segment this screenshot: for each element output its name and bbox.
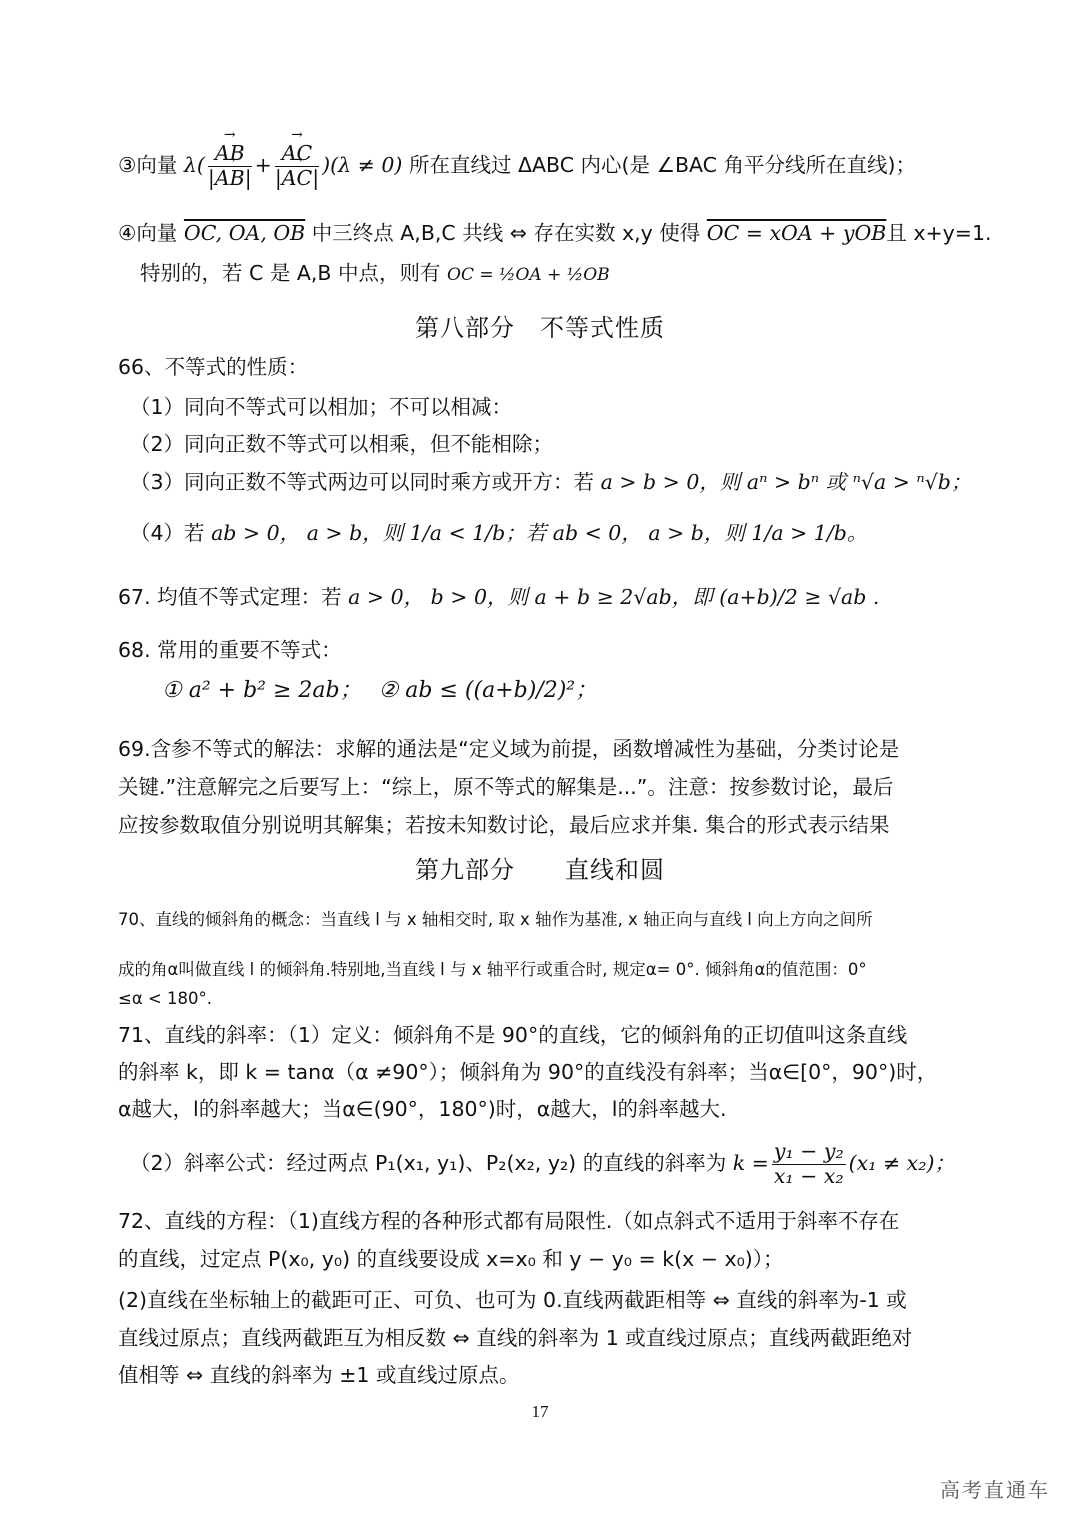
- item-3-line: ③向量 λ( → $\frac{AB}{|\to AB|}$ + → $\frac{AC}{|\to AC|}$ )(λ ≠ 0) 所在直线过 ΔABC 内心(是 ∠BAC 角平分线所在直线)；: [118, 142, 970, 190]
- s71-slope-num: y₁ − y₂: [773, 1138, 844, 1163]
- s68-formulas: [162, 676, 970, 706]
- section-heading-8: 第八部分 不等式性质: [415, 314, 665, 342]
- s66-p4: [130, 518, 970, 548]
- s66-p3-text: （3）同向正数不等式两边可以同时乘方或开方：若: [130, 470, 595, 494]
- s72-line-2: 的直线，过定点 P(x₀, y₀) 的直线要设成 x=x₀ 和 y − y₀ = k(x − x₀)）；: [118, 1247, 784, 1271]
- s66-p4-text: （4）若: [130, 521, 205, 545]
- vector-ac-norm: → AC: [282, 167, 313, 191]
- s70-line-3: ≤α < 180°.: [118, 989, 213, 1008]
- s66-p1: （1）同向不等式可以相加；不可以相减：: [130, 395, 513, 419]
- s72-line-3: (2)直线在坐标轴上的截距可正、可负、也可为 0.直线两截距相等 ⇔ 直线的斜率为-1 或: [118, 1288, 907, 1312]
- s72-line-5: 值相等 ⇔ 直线的斜率为 ±1 或直线过原点。: [118, 1363, 520, 1387]
- s71-p2: [130, 1138, 970, 1188]
- s67-math: a > 0， b > 0，则 a + b ≥ 2√ab，即 (a+b)/2 ≥ √ab .: [348, 585, 880, 609]
- s72-line-1: 72、直线的方程：（1)直线方程的各种形式都有局限性.（如点斜式不适用于斜率不存在: [118, 1209, 900, 1233]
- s66-p4-math: ab > 0， a > b，则 1/a < 1/b；若 ab < 0， a > b，则 1/a > 1/b。: [211, 521, 868, 545]
- item-3-cond: (λ ≠ 0): [330, 153, 403, 178]
- s67-line: [118, 582, 970, 612]
- s70-line-2: 成的角α叫做直线 l 的倾斜角.特别地,当直线 l 与 x 轴平行或重合时, 规定α= 0°. 倾斜角α的值范围：0°: [118, 960, 867, 979]
- s71-slope-den: x₁ − x₂: [773, 1163, 844, 1188]
- s66-p2: （2）同向正数不等式可以相乘，但不能相除；: [130, 432, 554, 456]
- item-4-lead: 向量: [136, 221, 178, 245]
- s68-title: 68. 常用的重要不等式：: [118, 638, 342, 662]
- item-4-line: [118, 218, 992, 248]
- page-number: 17: [531, 1402, 549, 1421]
- s71-p2-k: k =: [732, 1151, 769, 1175]
- watermark: 高考直通车: [940, 1478, 1050, 1502]
- item-4-midpoint-eq: OC = ½OA + ½OB: [447, 265, 610, 285]
- vector-ac: → AC: [282, 142, 313, 166]
- item-4-eq: OC = xOA + yOB: [706, 221, 887, 245]
- item-4-text: 中三终点 A,B,C 共线 ⇔ 存在实数 x,y 使得: [311, 221, 701, 245]
- item-4-vectors: OC, OA, OB: [183, 221, 306, 245]
- s69-line-3: 应按参数取值分别说明其解集；若按未知数讨论，最后应求并集. 集合的形式表示结果: [118, 813, 890, 837]
- item-4-special: 特别的，若 C 是 A,B 中点，则有: [140, 261, 441, 285]
- s69-line-1: 69.含参不等式的解法：求解的通法是“定义域为前提，函数增减性为基础，分类讨论是: [118, 737, 900, 761]
- s66-p3: [130, 467, 970, 497]
- item-4-tail: 且 x+y=1.: [886, 221, 992, 245]
- s66-p3-math: a > b > 0，则 aⁿ > bⁿ 或 ⁿ√a > ⁿ√b；: [600, 470, 972, 494]
- s71-line-2: 的斜率 k，即 k = tanα（α ≠90°）；倾斜角为 90°的直线没有斜率；当α∈[0°，90°)时，: [118, 1060, 938, 1084]
- item-4-circled: ④: [118, 221, 137, 245]
- s71-line-1: 71、直线的斜率：（1）定义：倾斜角不是 90°的直线，它的倾斜角的正切值叫这条直线: [118, 1023, 908, 1047]
- item-3-circled: ③: [118, 153, 137, 178]
- section-heading-9: 第九部分 直线和圆: [415, 856, 665, 884]
- item-3-text: 所在直线过 ΔABC 内心(是 ∠BAC 角平分线所在直线)；: [408, 153, 916, 178]
- s68-formula-2: ② ab ≤ ((a+b)/2)²；: [378, 678, 598, 703]
- item-3-lead: 向量: [136, 153, 178, 178]
- s71-line-3: α越大，l的斜率越大；当α∈(90°，180°)时，α越大，l的斜率越大.: [118, 1097, 727, 1121]
- s70-line-1: 70、直线的倾斜角的概念：当直线 l 与 x 轴相交时, 取 x 轴作为基准, x 轴正向与直线 l 向上方向之间所: [118, 910, 873, 929]
- item-3-frac-ac: → $\frac{AC}{|\to AC|}$: [275, 142, 319, 190]
- s71-slope-fraction: [772, 1140, 846, 1188]
- vector-ab: → AB: [215, 142, 245, 166]
- item-3-frac-ab: → $\frac{AB}{|\to AB|}$: [208, 142, 252, 190]
- s71-p2-text: （2）斜率公式：经过两点 P₁(x₁, y₁)、P₂(x₂, y₂) 的直线的斜率为: [130, 1151, 727, 1175]
- s72-line-4: 直线过原点；直线两截距互为相反数 ⇔ 直线的斜率为 1 或直线过原点；直线两截距绝对: [118, 1326, 913, 1350]
- s66-title: 66、不等式的性质：: [118, 355, 309, 379]
- s71-p2-tail: (x₁ ≠ x₂)；: [848, 1151, 955, 1175]
- item-4-special-line: [140, 258, 970, 290]
- s69-line-2: 关键.”注意解完之后要写上：“综上，原不等式的解集是...”。注意：按参数讨论，最后: [118, 775, 894, 799]
- s68-formula-1: ① a² + b² ≥ 2ab；: [162, 678, 362, 703]
- s67-text: 67. 均值不等式定理：若: [118, 585, 342, 609]
- vector-ab-norm: → AB: [215, 167, 245, 191]
